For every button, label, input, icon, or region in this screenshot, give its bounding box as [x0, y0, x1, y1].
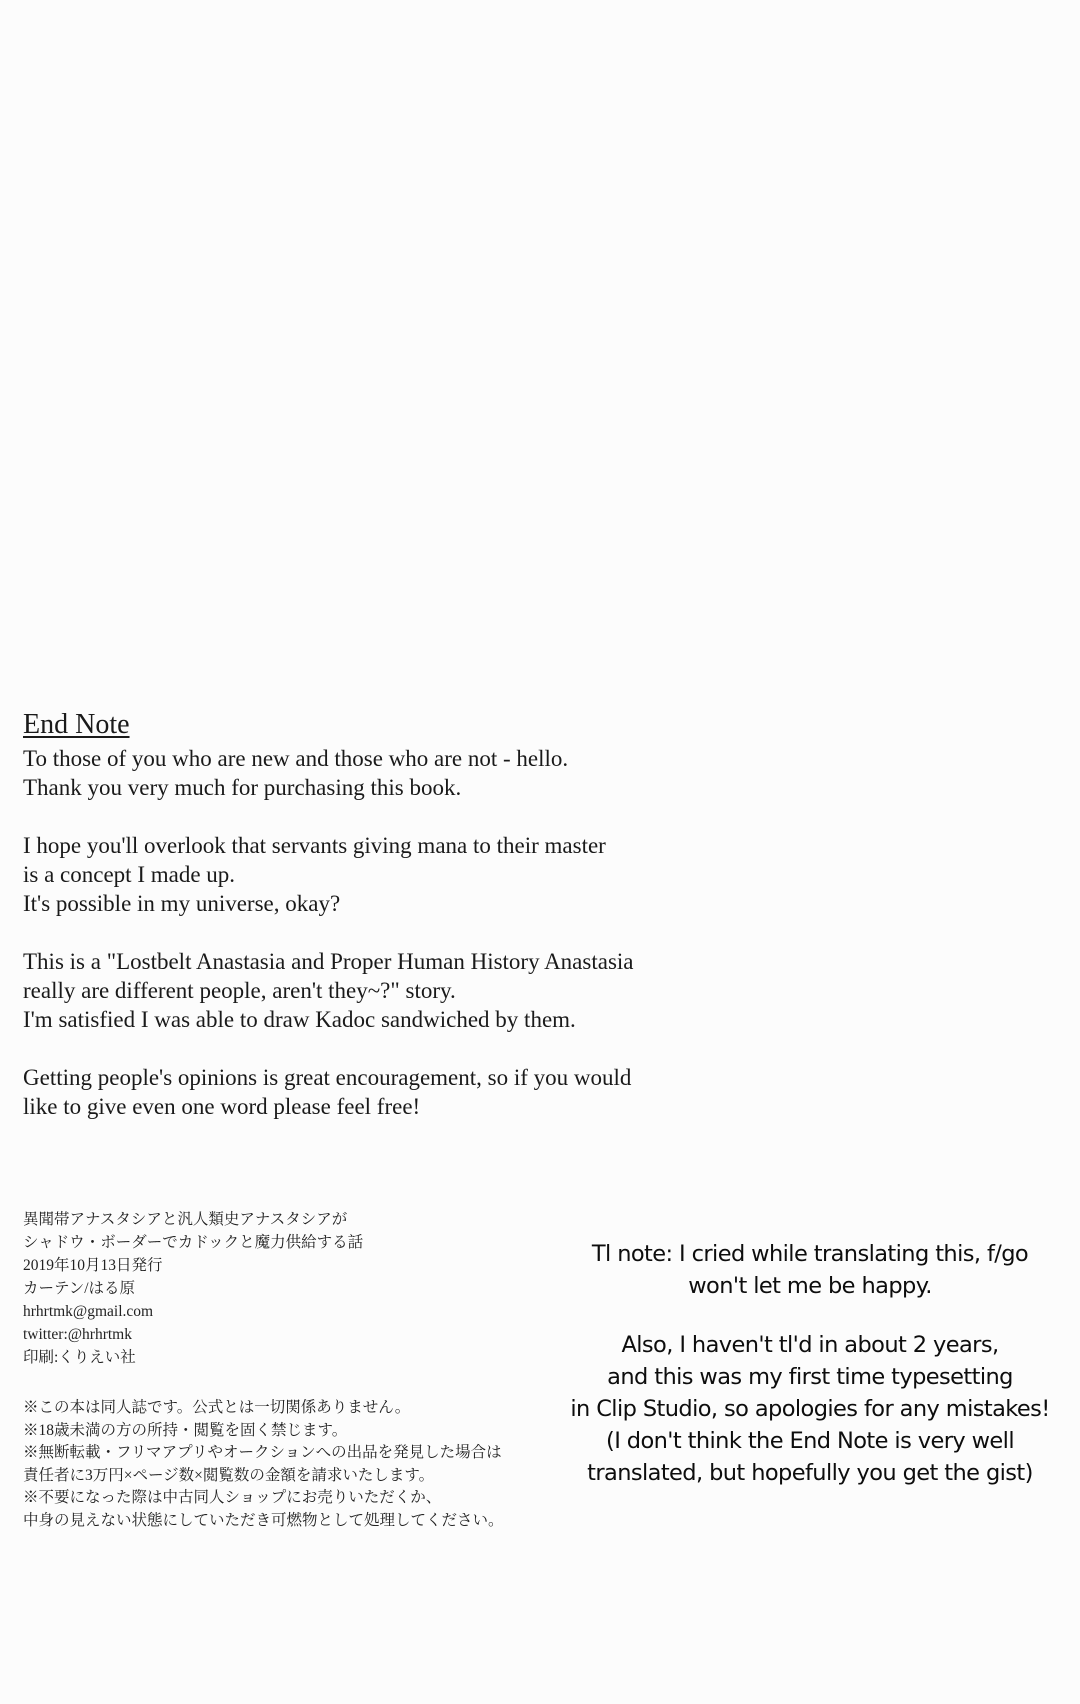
text-line: Also, I haven't tl'd in about 2 years,: [621, 1332, 999, 1358]
end-note-paragraph: [23, 744, 783, 802]
email-address: hrhrtmk@gmail.com: [23, 1303, 154, 1320]
text-line: This is a "Lostbelt Anastasia and Proper Human History Anastasia: [23, 949, 634, 974]
text-line: translated, but hopefully you get the gist): [587, 1460, 1033, 1486]
text-line: Getting people's opinions is great encouragement, so if you would: [23, 1065, 632, 1090]
notice-line: ※無断転載・フリマアプリやオークションへの出品を発見した場合は: [23, 1444, 502, 1461]
end-note-paragraph: [23, 1063, 783, 1121]
printer: 印刷:くりえい社: [23, 1349, 136, 1366]
notice-line: ※不要になった際は中古同人ショップにお売りいただくか、: [23, 1489, 442, 1506]
circle-author: カーテン/はる原: [23, 1280, 136, 1297]
twitter-handle: twitter:@hrhrtmk: [23, 1326, 132, 1343]
end-note-paragraph: [23, 947, 783, 1034]
text-line: (I don't think the End Note is very well: [606, 1428, 1014, 1454]
notice-line: 責任者に3万円×ページ数×閲覧数の金額を請求いたします。: [23, 1466, 435, 1484]
text-line: is a concept I made up.: [23, 862, 236, 887]
text-line: It's possible in my universe, okay?: [23, 891, 341, 916]
text-line: really are different people, aren't they~?" story.: [23, 978, 456, 1003]
end-note: [23, 708, 783, 1150]
text-line: I hope you'll overlook that servants giving mana to their master: [23, 833, 606, 858]
tl-note-paragraph: [560, 1238, 1060, 1302]
text-line: I'm satisfied I was able to draw Kadoc sandwiched by them.: [23, 1007, 576, 1032]
text-line: won't let me be happy.: [688, 1273, 932, 1299]
text-line: Tl note: I cried while translating this, f/go: [591, 1241, 1029, 1267]
text-line: To those of you who are new and those who are not - hello.: [23, 746, 569, 771]
end-note-paragraph: [23, 831, 783, 918]
text-line: like to give even one word please feel free!: [23, 1094, 421, 1119]
notices: [23, 1397, 623, 1532]
text-line: and this was my first time typesetting: [607, 1364, 1013, 1390]
notice-line: 中身の見えない状態にしていただき可燃物として処理してください。: [23, 1511, 504, 1529]
tl-note-paragraph: [560, 1329, 1060, 1489]
translator-note: [560, 1238, 1060, 1516]
publish-date: 2019年10月13日発行: [23, 1257, 163, 1274]
colophon: [23, 1208, 623, 1369]
notice-line: ※この本は同人誌です。公式とは一切関係ありません。: [23, 1399, 411, 1416]
colophon-title-line: 異聞帯アナスタシアと汎人類史アナスタシアが: [23, 1211, 348, 1228]
end-note-title: End Note: [23, 709, 130, 740]
notice-line: ※18歳未満の方の所持・閲覧を固く禁じます。: [23, 1421, 348, 1439]
text-line: in Clip Studio, so apologies for any mistakes!: [570, 1396, 1050, 1422]
colophon-title-line: シャドウ・ボーダーでカドックと魔力供給する話: [23, 1234, 364, 1251]
text-line: Thank you very much for purchasing this book.: [23, 775, 462, 800]
